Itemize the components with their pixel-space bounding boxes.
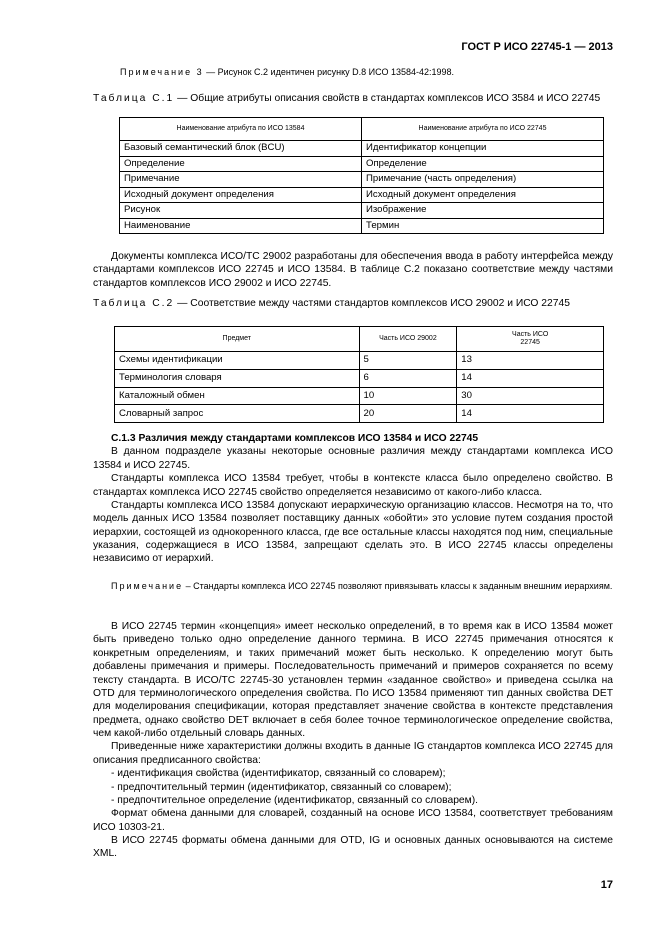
table-cell: Словарный запрос	[115, 405, 360, 423]
table-cell: Определение	[362, 156, 604, 172]
table-1-col-header-13584: Наименование атрибута по ИСО 13584	[120, 118, 362, 141]
table-row	[115, 387, 604, 405]
table-cell: Наименование	[120, 218, 362, 234]
list-item: - предпочтительное определение (идентификатор, связанный со словарем).	[111, 794, 479, 806]
table-cell: Каталожный обмен	[115, 387, 360, 405]
table-cell: Примечание (часть определения)	[362, 172, 604, 188]
table-row	[120, 187, 604, 203]
table-cell: Рисунок	[120, 203, 362, 219]
table-cell: 20	[359, 405, 457, 423]
list-item: - предпочтительный термин (идентификатор, связанный со словарем);	[111, 781, 452, 793]
table-1-caption	[93, 92, 613, 105]
table-cell: 5	[359, 352, 457, 370]
paragraph-text: Документы комплекса ИСО/ТС 29002 разработаны для обеспечения ввода в работу интерфейса между стандартами комплексов ИСО 22745 и ИСО 13584. В таблице С.2 показано соответствие между частями стандартов комплексов ИСО 29002 и ИСО 22745.	[93, 251, 613, 289]
note-label: Примечание	[111, 581, 184, 591]
table-cell: 10	[359, 387, 457, 405]
table-1	[119, 117, 604, 234]
paragraph-text: В ИСО 22745 термин «концепция» имеет несколько определений, в то время как в ИСО 13584 может быть приведено только одно определение данного термина. В ИСО 22745 примечания относятся к конкретным определениям, и таких примечаний может быть несколько. К определению могут быть добавлены примечания и примеры. Последовательность примечаний и примеров сохраняется по всему тексту стандарта. В ИСО/ТС 22745-30 установлен термин «заданное свойство» и приведена ссылка на OTD для терминологического определения свойства. По ИСО 13584 применяют тип данных свойства DET для моделирования спецификации, которая представляет значение свойства в контексте представления предмета, однако свойство DET включает в себя более точное терминологическое определение свойства, чем какой-либо отдельный словарь данных.	[93, 621, 613, 739]
table-cell: 30	[457, 387, 604, 405]
table-2-col-header-29002: Часть ИСО 29002	[359, 327, 457, 352]
table-2-col-header-22745: Часть ИСО 22745	[457, 327, 604, 352]
table-cell: Исходный документ определения	[120, 187, 362, 203]
note-hierarchies	[93, 580, 613, 593]
table-cell: Терминология словаря	[115, 369, 360, 387]
table-2-col-header-subject: Предмет	[115, 327, 360, 352]
note-text: – Стандарты комплекса ИСО 22745 позволяют привязывать классы к заданным внешним иерархиям.	[183, 581, 613, 591]
note-3-text: — Рисунок С.2 идентичен рисунку D.8 ИСО 13584-42:1998.	[203, 67, 455, 77]
table-row	[120, 141, 604, 157]
table-2	[114, 326, 604, 423]
table-cell: Схемы идентификации	[115, 352, 360, 370]
list-item: - идентификация свойства (идентификатор, связанный со словарем);	[111, 768, 446, 780]
paragraph-text: Стандарты комплекса ИСО 13584 допускают иерархическую организацию классов. Несмотря на то, что модель данных ИСО 13584 позволяет поставщику данных «обойти» это условие путем создания простой иерархии, состоящей из однокоренного класса, где все остальные классы находятся под ним, специальные указания, содержащиеся в ИСО 13584, запрещают сделать это. В ИСО 22745 классы определены независимо от иерархий.	[93, 499, 613, 565]
table-1-caption-label: Таблица С.1	[93, 93, 175, 104]
table-cell: Изображение	[362, 203, 604, 219]
paragraph-text: Приведенные ниже характеристики должны входить в данные IG стандартов комплекса ИСО 22745 для описания предписанного свойства:	[93, 741, 613, 766]
table-cell: Термин	[362, 218, 604, 234]
table-2-caption-label: Таблица С.2	[93, 298, 175, 309]
section-heading: С.1.3 Различия между стандартами комплексов ИСО 13584 и ИСО 22745	[111, 433, 479, 444]
table-cell: 6	[359, 369, 457, 387]
table-row	[115, 405, 604, 423]
page-number: 17	[600, 879, 613, 891]
paragraph-text: В данном подразделе указаны некоторые основные различия между стандартами комплекса ИСО 13584 и ИСО 22745.	[93, 446, 613, 471]
table-row	[120, 218, 604, 234]
table-cell: 13	[457, 352, 604, 370]
section-c13	[93, 432, 613, 566]
table-2-caption-text: — Соответствие между частями стандартов комплексов ИСО 29002 и ИСО 22745	[174, 298, 570, 309]
table-cell: Базовый семантический блок (BCU)	[120, 141, 362, 157]
table-1-caption-text: — Общие атрибуты описания свойств в стандартах комплексов ИСО 3584 и ИСО 22745	[174, 93, 601, 104]
document-header: ГОСТ Р ИСО 22745-1 — 2013	[461, 41, 613, 53]
characteristics-list	[93, 767, 613, 807]
concept-section	[93, 620, 613, 861]
table-cell: Определение	[120, 156, 362, 172]
paragraph-text: Стандарты комплекса ИСО 13584 требует, чтобы в контексте класса было определено свойство. В стандартах комплекса ИСО 22745 свойство определяется независимо от какого-либо класса.	[93, 473, 613, 498]
note-3	[120, 67, 454, 79]
paragraph-text: В ИСО 22745 форматы обмена данными для OTD, IG и основных данных основываются на системе XML.	[93, 835, 613, 860]
table-cell: 14	[457, 369, 604, 387]
paragraph-intro-29002	[93, 250, 613, 290]
table-row	[120, 203, 604, 219]
table-row	[115, 352, 604, 370]
table-cell: Примечание	[120, 172, 362, 188]
table-cell: Исходный документ определения	[362, 187, 604, 203]
table-1-col-header-22745: Наименование атрибута по ИСО 22745	[362, 118, 604, 141]
table-1-header-row	[120, 118, 604, 141]
paragraph-text: Формат обмена данными для словарей, созданный на основе ИСО 13584, соответствует требованиям ИСО 10303-21.	[93, 808, 613, 833]
table-2-caption	[80, 297, 605, 310]
table-2-header-row	[115, 327, 604, 352]
note-3-label: Примечание 3	[120, 67, 204, 77]
table-cell: Идентификатор концепции	[362, 141, 604, 157]
table-row	[120, 172, 604, 188]
table-row	[120, 156, 604, 172]
table-cell: 14	[457, 405, 604, 423]
table-row	[115, 369, 604, 387]
